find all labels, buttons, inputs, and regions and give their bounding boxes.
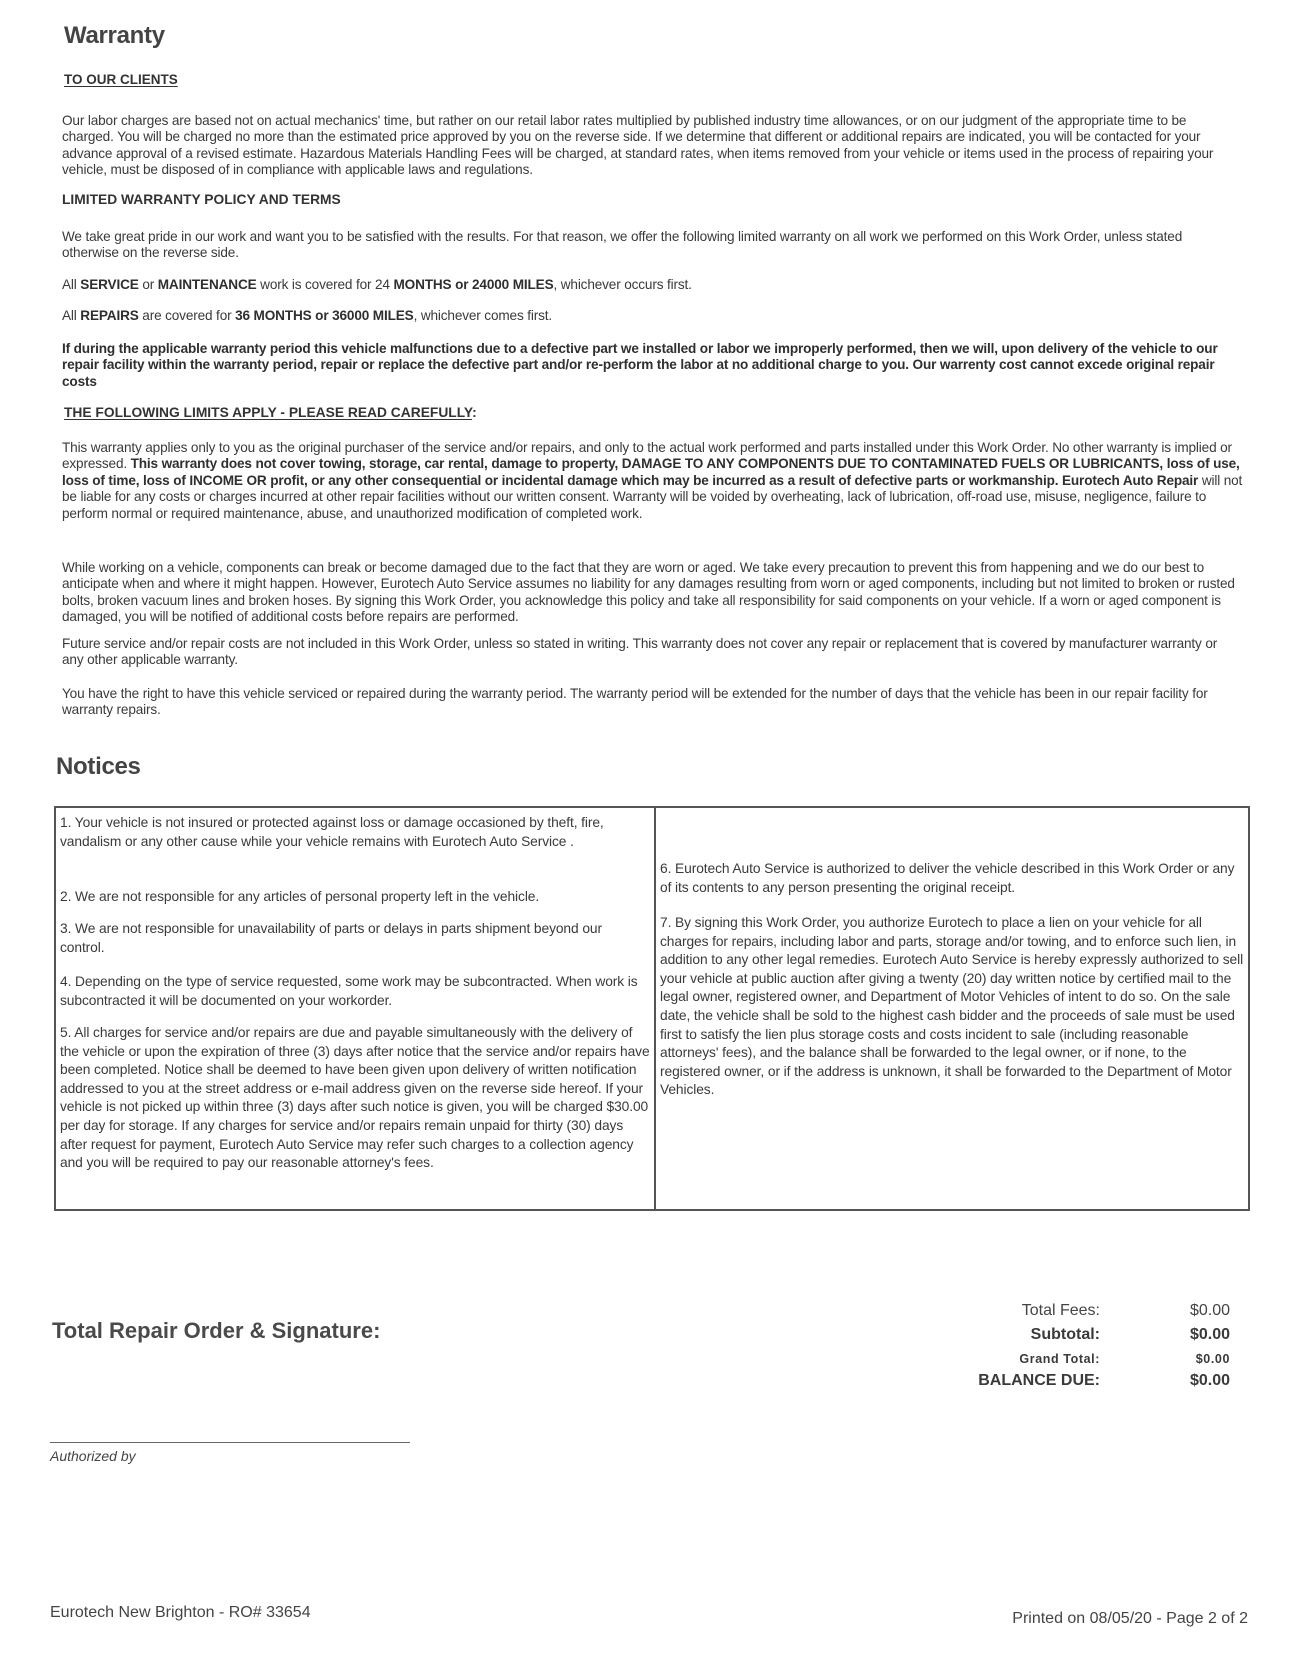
repairs-coverage-line	[62, 308, 1242, 324]
repairs-p1: All	[62, 308, 81, 323]
service-b2: MAINTENANCE	[157, 277, 257, 292]
service-b3: MONTHS or 24000 MILES	[393, 277, 554, 292]
subtotal-row	[930, 1326, 1230, 1350]
notices-left-column	[56, 808, 656, 1209]
notice-item-1: 1. Your vehicle is not insured or protected against loss or damage occasioned by theft, fire, vandalism or any other cause while your vehicle remains with Eurotech Auto Service .	[60, 815, 604, 849]
limits-heading-text: THE FOLLOWING LIMITS APPLY - PLEASE READ CAREFULLY	[64, 405, 473, 420]
total-fees-label: Total Fees:	[1021, 1302, 1100, 1319]
notices-table	[54, 806, 1250, 1211]
grand-total-value: $0.00	[1195, 1352, 1230, 1366]
repairs-b2: 36 MONTHS or 36000 MILES	[235, 308, 414, 323]
future-service-text: Future service and/or repair costs are not included in this Work Order, unless so stated in writing. This warranty does not cover any repair or replacement that is covered by manufacturer warranty or any other applicable warranty.	[62, 636, 1218, 668]
notice-item-2: 2. We are not responsible for any articles of personal property left in the vehicle.	[60, 889, 540, 904]
service-coverage-line	[62, 277, 1242, 293]
balance-due-label: BALANCE DUE:	[978, 1372, 1100, 1389]
notice-item-4: 4. Depending on the type of service requested, some work may be subcontracted. When work is subcontracted it will be documented on your workorder.	[60, 974, 638, 1008]
notice-item-3: 3. We are not responsible for unavailability of parts or delays in parts shipment beyond our control.	[60, 921, 602, 955]
worn-components-text: While working on a vehicle, components can break or become damaged due to the fact that they are worn or aged. We take every precaution to prevent this from happening and we do our best to anticipate when and where it might happen. However, Eurotech Auto Service assumes no liability for any damages resulting from worn or aged components, including but not limited to broken or rusted bolts, broken vacuum lines and broken hoses. By signing this Work Order, you acknowledge this policy and take all responsibility for said components on your vehicle. If a worn or aged component is damaged, you will be notified of additional costs before repairs are performed.	[62, 560, 1235, 625]
notices-right-column	[656, 808, 1248, 1209]
notices-title: Notices	[56, 753, 141, 780]
service-p4: , whichever occurs first.	[553, 277, 692, 292]
total-fees-row	[930, 1302, 1230, 1326]
service-b1: SERVICE	[80, 277, 139, 292]
signature-line[interactable]	[50, 1442, 410, 1443]
warranty-title: Warranty	[64, 22, 165, 49]
limits-heading-colon: :	[472, 405, 477, 420]
limits-p2: will not be liable for any costs or charges incurred at other repair facilities without our written consent. Warranty will be voided by overheating, lack of lubrication, off-road use, misuse, negligence, failure to perform normal or required maintenance, abuse, and unauthorized modification of completed work.	[62, 472, 1243, 521]
limited-warranty-heading: LIMITED WARRANTY POLICY AND TERMS	[62, 192, 341, 207]
limited-warranty-text: We take great pride in our work and want you to be satisfied with the results. For that reason, we offer the following limited warranty on all work we performed on this Work Order, unless stated otherwise on the reverse side.	[62, 229, 1183, 261]
balance-due-value: $0.00	[1189, 1372, 1230, 1389]
repairs-b1: REPAIRS	[80, 308, 139, 323]
notice-item-5: 5. All charges for service and/or repairs are due and payable simultaneously with the delivery of the vehicle or upon the expiration of three (3) days after notice that the service and/or repairs have been completed. Notice shall be deemed to have been given upon delivery of written notification addressed to you at the street address or e-mail address given on the reverse side hereof. If your vehicle is not picked up within three (3) days after such notice is given, you will be charged $30.00 per day for storage. If any charges for service and/or repairs remain unpaid for thirty (30) days after request for payment, Eurotech Auto Service may refer such charges to a collection agency and you will be required to pay our reasonable attorney's fees.	[60, 1025, 650, 1171]
limits-b1: This warranty does not cover towing, storage, car rental, damage to property, DAMAGE TO ANY COMPONENTS DUE TO CONTAMINATED FUELS OR LUBRICANTS, loss of use, loss of time, loss of INCOME OR profit, or any other consequential or incidental damage which may be incurred as a result of defective parts or workmanship. Eurotech Auto Repair	[62, 456, 1240, 488]
subtotal-value: $0.00	[1189, 1326, 1230, 1343]
limits-paragraph	[62, 440, 1247, 522]
service-p3: work is covered for 24	[256, 277, 394, 292]
grand-total-label: Grand Total:	[1019, 1352, 1100, 1366]
to-our-clients-text: Our labor charges are based not on actual mechanics' time, but rather on our retail labor rates multiplied by published industry time allowances, or on our judgment of the appropriate time to be charged. You will be charged no more than the estimated price approved by you on the reverse side. If we determine that different or additional repairs are indicated, you will be contacted for your advance approval of a revised estimate. Hazardous Materials Handling Fees will be charged, at standard rates, when items removed from your vehicle or items used in the process of repairing your vehicle, must be disposed of in compliance with applicable laws and regulations.	[62, 113, 1214, 178]
limits-p1: This warranty applies only to you as the original purchaser of the service and/or repairs, and only to the actual work performed and parts installed under this Work Order. No other warranty is implied or expressed.	[62, 440, 1232, 472]
notice-item-7: 7. By signing this Work Order, you authorize Eurotech to place a lien on your vehicle for all charges for repairs, including labor and parts, storage and/or towing, and to enforce such lien, in addition to any other legal remedies. Eurotech Auto Service is hereby expressly authorized to sell your vehicle at public auction after giving a twenty (20) day written notice by certified mail to the legal owner, registered owner, and Department of Motor Vehicles of intent to do so. On the sale date, the vehicle shall be sold to the highest cash bidder and the proceeds of sale must be used first to satisfy the lien plus storage costs and costs incident to sale (including reasonable attorneys' fees), and the balance shall be forwarded to the legal owner, or if none, to the registered owner, or if the address is unknown, it shall be forwarded to the Department of Motor Vehicles.	[660, 915, 1244, 1098]
to-our-clients-heading: TO OUR CLIENTS	[64, 72, 178, 87]
repairs-p3: , whichever comes first.	[413, 308, 552, 323]
authorized-by-label: Authorized by	[50, 1448, 136, 1464]
signature-title: Total Repair Order & Signature:	[52, 1318, 381, 1343]
malfunction-text: If during the applicable warranty period this vehicle malfunctions due to a defective part we installed or labor we improperly performed, then we will, upon delivery of the vehicle to our repair facility within the warranty period, repair or replace the defective part and/or re-perform the labor at no additional charge to you. Our warrenty cost cannot excede original repair costs	[62, 341, 1218, 389]
notice-item-6: 6. Eurotech Auto Service is authorized to deliver the vehicle described in this Work Order or any of its contents to any person presenting the original receipt.	[660, 861, 1235, 895]
limits-heading	[64, 405, 477, 420]
warranty-right-text: You have the right to have this vehicle serviced or repaired during the warranty period. The warranty period will be extended for the number of days that the vehicle has been in our repair facility for warranty repairs.	[62, 686, 1208, 718]
balance-due-row	[930, 1372, 1230, 1396]
footer-printed-page: Printed on 08/05/20 - Page 2 of 2	[1012, 1610, 1248, 1627]
footer-ro-number: Eurotech New Brighton - RO# 33654	[50, 1604, 311, 1621]
repairs-p2: are covered for	[138, 308, 236, 323]
service-p1: All	[62, 277, 81, 292]
subtotal-label: Subtotal:	[1030, 1326, 1100, 1343]
service-p2: or	[138, 277, 158, 292]
total-fees-value: $0.00	[1189, 1302, 1230, 1319]
